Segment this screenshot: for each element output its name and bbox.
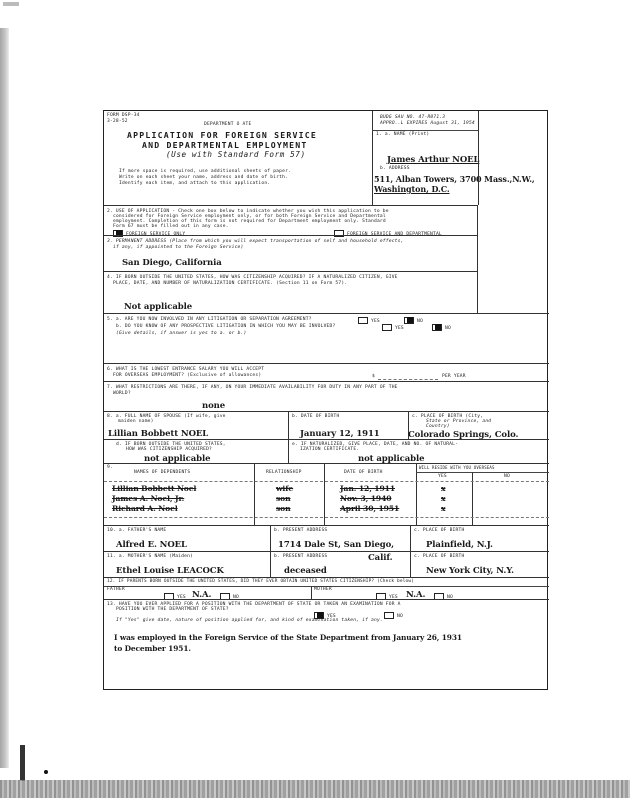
no-label: NO [447,595,453,600]
budget-line2: APPRO..L EXPIRES August 31, 1954 [380,121,475,126]
item8e-value: not applicable [358,454,425,464]
item10c-value: Plainfield, N.J. [426,540,493,550]
option2-label: FOREIGN SERVICE AND DEPARTMENTAL [347,232,442,237]
item11-mother [104,551,549,577]
column-header-relationship: RELATIONSHIP [266,470,302,475]
item13-no[interactable] [384,612,403,620]
item13-value-line1: I was employed in the Foreign Service of the State Department from January 26, 1931 [114,633,462,642]
yes-label: YES [327,614,336,619]
item13-label-line1: 13. HAVE YOU EVER APPLIED FOR A POSITION WITH THE DEPARTMENT OF STATE OR TAKEN AN EXAMINATION FOR A [107,602,401,607]
father-value: N.A. [192,590,212,600]
item2-text-line2: considered for Foreign Service employment only, or for both Foreign Service and Departmental [113,214,386,219]
divider [270,526,271,552]
checkbox-empty-icon[interactable] [384,612,394,619]
item12-parents-citizenship [104,577,549,599]
item8c-label-line3: Country) [426,424,450,429]
item10b-value-line2: Calif. [368,553,393,563]
checkbox-checked-icon[interactable] [404,317,414,324]
item6-label-line1: 6. WHAT IS THE LOWEST ENTRANCE SALARY YOU WILL ACCEPT [107,367,265,372]
item8a-value: Lillian Bobbett NOEL [108,429,209,439]
item3-label-line1: 3. PERMANENT ADDRESS (Place from which you will expect transportation of self and household effects, [107,239,404,244]
item11b-value: deceased [284,566,327,576]
item5-details-label: (Give details, if answer is yes to a. or b.) [116,331,247,336]
item5a-no[interactable] [404,317,423,325]
divider [416,472,549,473]
column-header-dob: DATE OF BIRTH [344,470,383,475]
divider [410,552,411,578]
department-name: DEPARTMENT O ATE [204,122,252,127]
item13-value-line2: to December 1951. [114,644,191,653]
no-label: NO [397,614,403,619]
item8e-label-line2: IZATION CERTIFICATE. [300,447,360,452]
checkbox-empty-icon[interactable] [382,324,392,331]
item8d-label-line1: d. IF BORN OUTSIDE THE UNITED STATES, [116,442,226,447]
divider [372,130,478,131]
dependent-name: James A. Noel, Jr. [112,494,185,503]
salary-blank[interactable] [378,379,438,380]
item4-citizenship [104,271,478,313]
item11c-label: c. PLACE OF BIRTH [414,554,465,559]
column-header-reside: WILL RESIDE WITH YOU OVERSEAS [419,465,495,470]
yes-label: YES [389,595,398,600]
scan-corner-stamp [3,2,19,6]
item10-father [104,525,549,551]
item9-number: 9. [107,465,113,470]
column-header-yes: YES [438,474,447,479]
name-label: 1. a. NAME (Print) [376,132,430,137]
divider [288,412,289,440]
dependent-dob: April 30, 1951 [340,504,400,513]
dependent-name: Richard A. Noel [112,504,178,513]
scan-left-edge [0,28,9,768]
option1-label: FOREIGN SERVICE ONLY [126,232,186,237]
mother-value: N.A. [406,590,426,600]
item13-previous-application [104,599,549,691]
right-border [478,111,479,205]
item11b-label: b. PRESENT ADDRESS [274,554,328,559]
mother-label: MOTHER [314,587,332,592]
item10c-label: c. PLACE OF BIRTH [414,528,465,533]
item3-value: San Diego, California [122,258,222,268]
dependent-reside-yes: x [441,504,446,513]
item7-restrictions [104,381,549,411]
item8b-value: January 12, 1911 [300,429,380,439]
yes-label: YES [177,595,186,600]
item6-label-line2: FOR OVERSEAS EMPLOYMENT? (Exclusive of allowances) [113,373,262,378]
item8e-label-line1: e. IF NATURALIZED, GIVE PLACE, DATE, AND NO. OF NATURAL- [292,442,459,447]
item5b-no[interactable] [432,324,451,332]
dependent-dob: Jan. 12, 1911 [340,484,396,493]
item10b-value-line1: 1714 Dale St, San Diego, [278,540,395,550]
item9-dependents-table [104,463,549,525]
item6-salary [104,363,549,381]
column-header-no: NO [504,474,510,479]
address-label: b. ADDRESS [380,166,410,171]
item8-spouse [104,411,549,439]
applicant-name: James Arthur NOEL [387,155,480,165]
form-title-line1: APPLICATION FOR FOREIGN SERVICE [127,130,318,140]
item8d-label-line2: HOW WAS CITIZENSHIP ACQUIRED? [126,447,213,452]
item11a-value: Ethel Louise LEACOCK [116,566,224,576]
item8c-label-line1: c. PLACE OF BIRTH (City, [412,414,484,419]
dependent-relationship: wife [276,484,294,493]
item8a-label-line1: 8. a. FULL NAME OF SPOUSE (If wife, give [107,414,226,419]
header-divider [372,111,373,205]
item10a-value: Alfred E. NOEL [116,540,187,550]
father-label: FATHER [107,587,125,592]
divider [311,586,312,600]
dependent-relationship: son [276,494,291,503]
divider [270,552,271,578]
column-header-names: NAMES OF DEPENDENTS [134,470,191,475]
item4-value: Not applicable [124,302,193,312]
item7-label-line1: 7. WHAT RESTRICTIONS ARE THERE, IF ANY, ON YOUR IMMEDIATE AVAILABILITY FOR DUTY IN ANY PART OF THE [107,385,398,390]
item4-label-line2: PLACE, DATE, AND NUMBER OF NATURALIZATION CERTIFICATE. (Section 11 on Form 57). [113,281,348,286]
address-line2: Washington, D.C. [374,184,450,194]
item12-label: 12. IF PARENTS BORN OUTSIDE THE UNITED STATES, DID THEY EVER OBTAIN UNITED STATES CITIZENSHIP? (Check below) [107,579,415,584]
address-line1: 511, Alban Towers, 3700 Mass.,N.W., [374,174,535,184]
instructions-line2: Write on each sheet your name, address and date of birth. [119,175,289,180]
yes-label: YES [395,326,404,331]
item2-use-of-application [104,205,478,235]
item10a-label: 10. a. FATHER'S NAME [107,528,167,533]
item6-currency: $ [372,374,375,379]
divider [410,526,411,552]
checkbox-empty-icon[interactable] [358,317,368,324]
form-title-line3: (Use with Standard Form 57) [166,150,306,159]
item2-text-line4: Form 67 must be filled out in any case. [113,224,229,229]
item2-text-line1: 2. USE OF APPLICATION - Check one box below to indicate whether you wish this application to be [107,209,389,214]
header-rule [104,481,549,482]
item10b-label: b. PRESENT ADDRESS [274,528,328,533]
yes-label: YES [371,319,380,324]
item2-text-line3: employment. Completion of this form is not required for Department employment only. Standard [113,219,386,224]
row-rule [104,517,549,518]
item6-per-year: PER YEAR [442,374,466,379]
scan-mark [20,745,25,781]
instructions-line3: Identify each item, and attach to this application. [119,181,271,186]
dependent-reside-yes: x [441,484,446,493]
item8d-value: not applicable [144,454,211,464]
item7-value: none [202,401,226,411]
form-number: FORM DSP-34 [107,113,140,118]
dependent-reside-yes: x [441,494,446,503]
application-form [103,110,548,690]
form-date: 3-28-52 [107,119,128,124]
no-label: NO [417,319,423,324]
form-title-line2: AND DEPARTMENTAL EMPLOYMENT [142,140,308,150]
no-label: NO [233,595,239,600]
item13-details-label: If "Yes" give date, nature of position applied for, and kind of examination taken, if any. [116,618,383,623]
item4-label-line1: 4. IF BORN OUTSIDE THE UNITED STATES, HOW WAS CITIZENSHIP ACQUIRED? IF A NATURALIZED CITIZEN, GIVE [107,275,398,280]
item3-label-line2: if any, if appointed to the Foreign Service) [113,245,244,250]
item5a-label: 5. a. ARE YOU NOW INVOLVED IN ANY LITIGATION OR SEPARATION AGREEMENT? [107,317,312,322]
item5-litigation [104,313,549,363]
item8c-value: Colorado Springs, Colo. [408,430,519,440]
item13-label-line2: POSITION WITH THE DEPARTMENT OF STATE? [116,607,229,612]
item5b-yes[interactable] [382,324,404,332]
budget-line1: BUDG SAU NO. 47-R071.3 [380,115,446,120]
item5a-yes[interactable] [358,317,380,325]
dependent-dob: Nov. 3, 1940 [340,494,392,503]
item8b-label: b. DATE OF BIRTH [292,414,340,419]
scan-bottom-edge [0,780,630,798]
item7-label-line2: WORLD? [113,391,131,396]
item8-spouse-citizenship [104,439,549,463]
dependent-name: Lillian Bobbett Noel [112,484,197,493]
divider [288,440,289,464]
no-label: NO [445,326,451,331]
item5b-label: b. DO YOU KNOW OF ANY PROSPECTIVE LITIGATION IN WHICH YOU MAY BE INVOLVED? [116,324,336,329]
item11c-value: New York City, N.Y. [426,566,514,576]
instructions-line1: If more space is required, use additional sheets of paper. [119,169,292,174]
item3-permanent-address [104,235,478,271]
checkbox-checked-icon[interactable] [432,324,442,331]
item8a-label-line2: maiden name) [118,419,154,424]
dependent-relationship: son [276,504,291,513]
scan-dot [44,770,48,774]
item8c-label-line2: State or Province, and [426,419,492,424]
item11a-label: 11. a. MOTHER'S NAME (Maiden) [107,554,194,559]
